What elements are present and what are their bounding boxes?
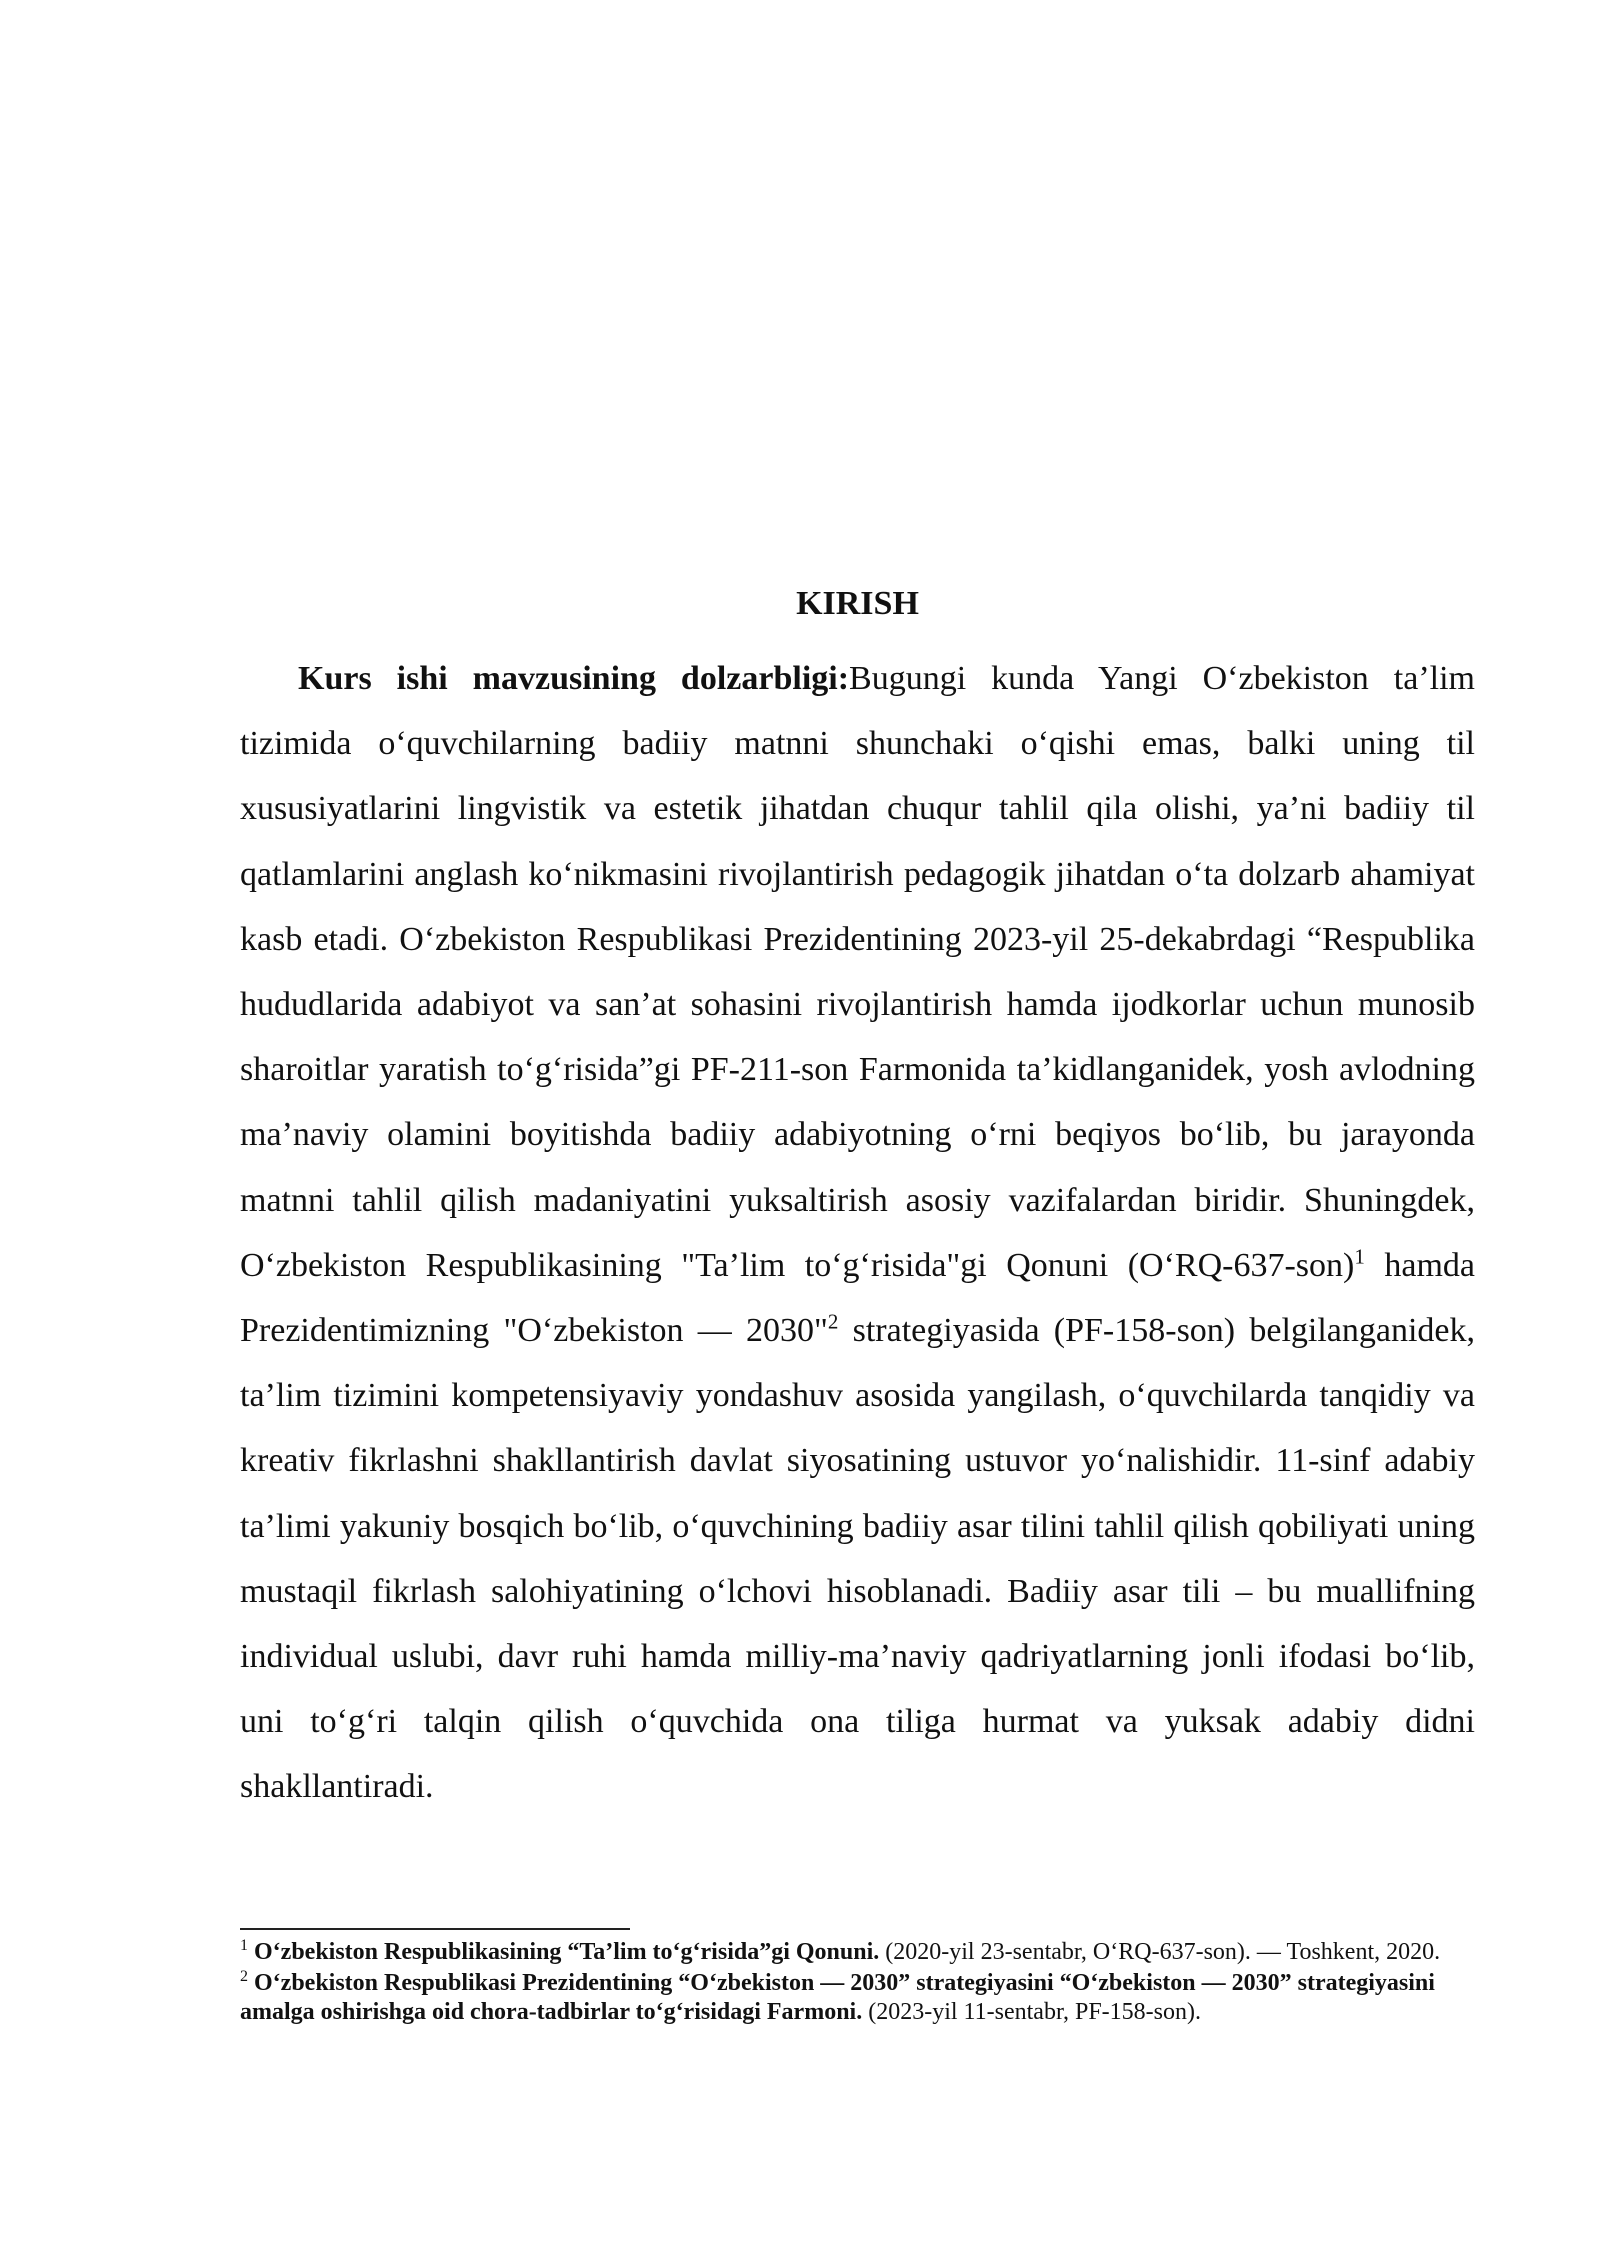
footnote-1 xyxy=(240,1938,1475,1967)
footnote-ref-2[interactable]: 2 xyxy=(827,1309,839,1334)
footnote-1-title: O‘zbekiston Respublikasining “Ta’lim to‘g‘risida”gi Qonuni. xyxy=(254,1939,880,1965)
footnote-ref-1[interactable]: 1 xyxy=(1354,1244,1365,1269)
footnote-2 xyxy=(240,1969,1475,2027)
footnote-1-details: (2020-yil 23-sentabr, O‘RQ-637-son). — Toshkent, 2020. xyxy=(879,1939,1441,1965)
paragraph-lead: Kurs ishi mavzusining dolzarbligi: xyxy=(298,660,850,697)
footnote-separator xyxy=(240,1928,630,1930)
footnote-2-title: O‘zbekiston Respublikasi Prezidentining “O‘zbekiston — 2030” strategiyasini “O‘zbekiston — 2030” strategiyasini amalga oshirishga oid chora-tadbirlar to‘g‘risidagi Farmoni. xyxy=(240,1970,1435,2025)
footnotes xyxy=(240,1938,1475,2029)
footnote-2-details: (2023-yil 11-sentabr, PF-158-son). xyxy=(862,1999,1201,2025)
page-title: KIRISH xyxy=(796,585,919,622)
body-paragraph xyxy=(240,646,1475,1820)
footnote-1-mark: 1 xyxy=(240,1937,248,1954)
footnote-2-mark: 2 xyxy=(240,1968,248,1985)
paragraph-text-part-2: hamda Prezidentimizning "O‘zbekiston — 2030" xyxy=(240,1246,1475,1350)
paragraph-text-part-1: Bugungi kunda Yangi O‘zbekiston ta’lim tizimida o‘quvchilarning badiiy matnni shunchaki o‘qishi emas, balki uning til xususiyatlarini lingvistik va estetik jihatdan chuqur tahlil qila olishi, ya’ni badiiy til qatlamlarini anglash ko‘nikmasini rivojlantirish pedagogik jihatdan o‘ta dolzarb ahamiyat kasb etadi. O‘zbekiston Respublikasi Prezidentining 2023-yil 25-dekabrdagi “Respublika hududlarida adabiyot va san’at sohasini rivojlantirish hamda ijodkorlar uchun munosib sharoitlar yaratish to‘g‘risida”gi PF-211-son Farmonida ta’kidlanganidek, yosh avlodning ma’naviy olamini boyitishda badiiy adabiyotning o‘rni beqiyos bo‘lib, bu jarayonda matnni tahlil qilish madaniyatini yuksaltirish asosiy vazifalardan biridir. Shuningdek, O‘zbekiston Respublikasining "Ta’lim to‘g‘risida"gi Qonuni (O‘RQ-637-son) xyxy=(240,660,1475,1284)
paragraph-text-part-3: strategiyasida (PF-158-son) belgilanganidek, ta’lim tizimini kompetensiyaviy yondashuv asosida yangilash, o‘quvchilarda tanqidiy va kreativ fikrlashni shakllantirish davlat siyosatining ustuvor yo‘nalishidir. 11-sinf adabiy ta’limi yakuniy bosqich bo‘lib, o‘quvchining badiiy asar tilini tahlil qilish qobiliyati uning mustaqil fikrlash salohiyatining o‘lchovi hisoblanadi. Badiiy asar tili – bu muallifning individual uslubi, davr ruhi hamda milliy-ma’naviy qadriyatlarning jonli ifodasi bo‘lib, uni to‘g‘ri talqin qilish o‘quvchida ona tiliga hurmat va yuksak adabiy didni shakllantiradi. xyxy=(240,1312,1476,1806)
